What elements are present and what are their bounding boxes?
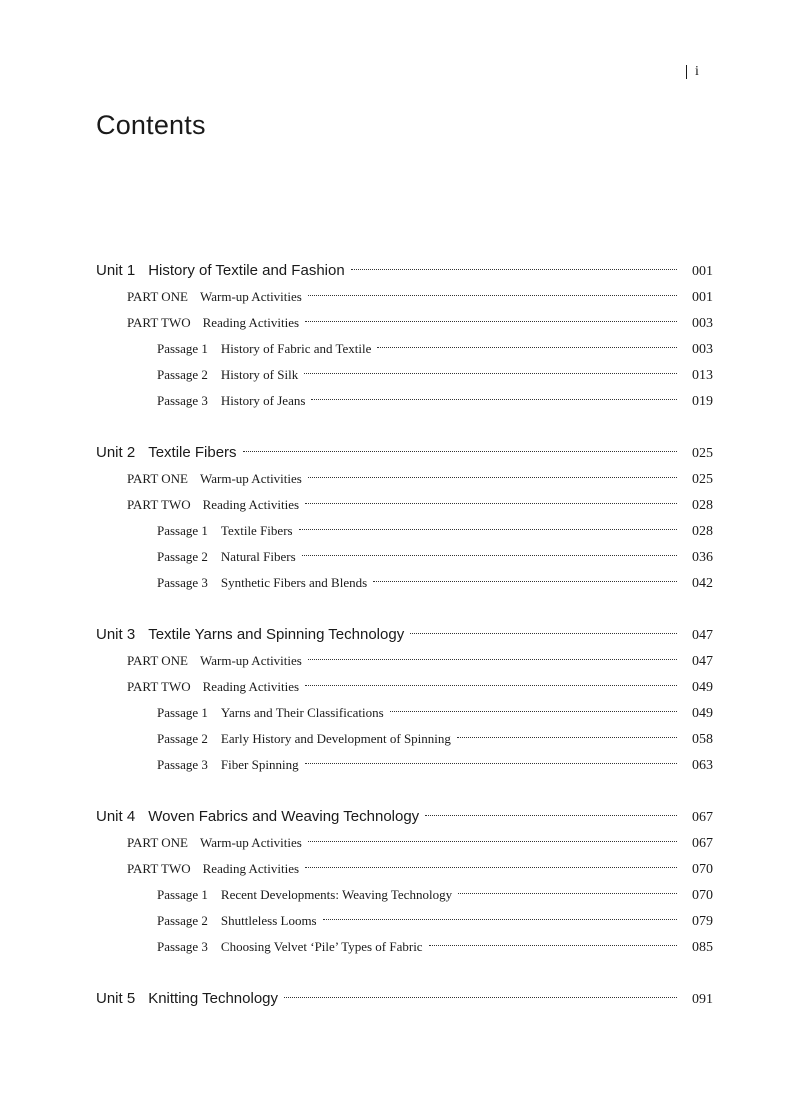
toc-passage-entry-title: Fiber Spinning (220, 757, 299, 772)
toc-passage-entry[interactable] (96, 908, 713, 934)
dot-leader (429, 945, 677, 946)
toc-part-entry-label (127, 466, 302, 492)
toc-part-entry-page-number: 067 (692, 836, 713, 851)
toc-unit-entry-label (96, 622, 404, 648)
toc-unit-entry-number: Unit 2 (96, 444, 136, 461)
toc-part-entry-number: PART ONE (127, 835, 188, 850)
unit-section (96, 986, 713, 1012)
dot-leader (458, 893, 677, 894)
toc-unit-entry[interactable] (96, 440, 713, 466)
toc-passage-entry-title: History of Fabric and Textile (220, 341, 372, 356)
toc-part-entry-number: PART ONE (127, 471, 188, 486)
toc-passage-entry-number: Passage 1 (157, 705, 208, 720)
toc-part-entry[interactable] (96, 492, 713, 518)
toc-part-entry-label (127, 674, 299, 700)
dot-leader (305, 503, 677, 504)
dot-leader (243, 451, 677, 452)
toc-passage-entry-label (157, 570, 367, 596)
dot-leader (390, 711, 677, 712)
dot-leader (308, 477, 677, 478)
toc-passage-entry[interactable] (96, 934, 713, 960)
dot-leader (304, 373, 677, 374)
toc-passage-entry[interactable] (96, 700, 713, 726)
dot-leader (302, 555, 677, 556)
unit-section (96, 804, 713, 960)
toc-passage-entry-number: Passage 2 (157, 549, 208, 564)
toc-passage-entry-number: Passage 3 (157, 757, 208, 772)
toc-passage-entry-label (157, 388, 305, 414)
toc-passage-entry-title: Synthetic Fibers and Blends (220, 575, 368, 590)
dot-leader (305, 321, 677, 322)
toc-part-entry-title: Reading Activities (202, 315, 300, 330)
unit-section (96, 622, 713, 778)
toc-part-entry[interactable] (96, 310, 713, 336)
toc-part-entry[interactable] (96, 648, 713, 674)
toc-passage-entry-title: History of Silk (220, 367, 299, 382)
page-number: i (695, 64, 699, 79)
toc-part-entry-page-number: 025 (692, 472, 713, 487)
dot-leader (299, 529, 677, 530)
toc-passage-entry[interactable] (96, 570, 713, 596)
toc-unit-entry[interactable] (96, 804, 713, 830)
toc-passage-entry-page-number: 042 (692, 576, 713, 591)
toc-part-entry-label (127, 830, 302, 856)
toc-passage-entry[interactable] (96, 726, 713, 752)
toc-unit-entry[interactable] (96, 622, 713, 648)
toc-passage-entry-title: Recent Developments: Weaving Technology (220, 887, 453, 902)
toc-unit-entry[interactable] (96, 986, 713, 1012)
toc-passage-entry-label (157, 544, 296, 570)
toc-unit-entry-number: Unit 5 (96, 990, 136, 1007)
toc-passage-entry-page-number: 028 (692, 524, 713, 539)
toc-passage-entry-page-number: 019 (692, 394, 713, 409)
toc-passage-entry-label (157, 752, 299, 778)
toc-unit-entry-number: Unit 1 (96, 262, 136, 279)
toc-passage-entry-number: Passage 2 (157, 913, 208, 928)
toc-passage-entry-number: Passage 1 (157, 887, 208, 902)
toc-unit-entry-label (96, 986, 278, 1012)
toc-part-entry-title: Reading Activities (202, 861, 300, 876)
dot-leader (323, 919, 677, 920)
toc-unit-entry-title: Textile Fibers (148, 444, 237, 461)
dot-leader (377, 347, 677, 348)
toc-part-entry[interactable] (96, 674, 713, 700)
dot-leader (351, 269, 677, 270)
toc-passage-entry-label (157, 700, 384, 726)
toc-part-entry-number: PART TWO (127, 315, 191, 330)
toc-part-entry-label (127, 284, 302, 310)
toc-part-entry-number: PART TWO (127, 497, 191, 512)
toc-passage-entry-label (157, 882, 452, 908)
dot-leader (373, 581, 677, 582)
toc-passage-entry-page-number: 085 (692, 940, 713, 955)
toc-unit-entry-title: Textile Yarns and Spinning Technology (148, 626, 405, 643)
toc-part-entry-title: Reading Activities (202, 679, 300, 694)
dot-leader (311, 399, 677, 400)
toc-passage-entry[interactable] (96, 544, 713, 570)
toc-unit-entry-title: History of Textile and Fashion (148, 262, 345, 279)
toc-part-entry[interactable] (96, 466, 713, 492)
dot-leader (305, 867, 677, 868)
page-title: Contents (96, 110, 206, 140)
toc-passage-entry-page-number: 063 (692, 758, 713, 773)
toc-part-entry-page-number: 047 (692, 654, 713, 669)
toc-part-entry-label (127, 492, 299, 518)
toc-passage-entry[interactable] (96, 518, 713, 544)
toc-unit-entry-title: Woven Fabrics and Weaving Technology (148, 808, 420, 825)
toc-part-entry-number: PART TWO (127, 861, 191, 876)
toc-part-entry-label (127, 856, 299, 882)
toc-passage-entry[interactable] (96, 388, 713, 414)
toc-part-entry-title: Reading Activities (202, 497, 300, 512)
toc-passage-entry-page-number: 079 (692, 914, 713, 929)
toc-passage-entry-label (157, 908, 317, 934)
toc-passage-entry-label (157, 336, 371, 362)
page-number-marker (686, 64, 699, 80)
toc-passage-entry-page-number: 049 (692, 706, 713, 721)
toc-unit-entry-label (96, 258, 345, 284)
toc-passage-entry[interactable] (96, 336, 713, 362)
table-of-contents (96, 258, 713, 1038)
toc-passage-entry-page-number: 003 (692, 342, 713, 357)
toc-passage-entry[interactable] (96, 882, 713, 908)
toc-passage-entry-title: Early History and Development of Spinning (220, 731, 451, 746)
toc-part-entry-number: PART ONE (127, 289, 188, 304)
toc-passage-entry-title: History of Jeans (220, 393, 306, 408)
toc-passage-entry-page-number: 013 (692, 368, 713, 383)
toc-part-entry-page-number: 001 (692, 290, 713, 305)
dot-leader (410, 633, 677, 634)
toc-part-entry-number: PART ONE (127, 653, 188, 668)
toc-passage-entry-label (157, 726, 451, 752)
toc-passage-entry[interactable] (96, 362, 713, 388)
toc-unit-entry-page-number: 091 (692, 992, 713, 1007)
toc-unit-entry-page-number: 025 (692, 446, 713, 461)
toc-unit-entry-page-number: 001 (692, 264, 713, 279)
toc-passage-entry-number: Passage 3 (157, 939, 208, 954)
toc-unit-entry-page-number: 067 (692, 810, 713, 825)
toc-passage-entry-label (157, 934, 423, 960)
page-marker-divider (686, 65, 687, 79)
toc-part-entry-title: Warm-up Activities (200, 289, 302, 304)
toc-part-entry-number: PART TWO (127, 679, 191, 694)
toc-unit-entry[interactable] (96, 258, 713, 284)
toc-passage-entry-page-number: 058 (692, 732, 713, 747)
toc-part-entry-page-number: 049 (692, 680, 713, 695)
toc-passage-entry-title: Shuttleless Looms (220, 913, 317, 928)
toc-passage-entry-title: Choosing Velvet ‘Pile’ Types of Fabric (220, 939, 423, 954)
toc-passage-entry[interactable] (96, 752, 713, 778)
toc-part-entry-label (127, 310, 299, 336)
toc-unit-entry-title: Knitting Technology (148, 990, 279, 1007)
dot-leader (308, 841, 677, 842)
toc-passage-entry-number: Passage 3 (157, 575, 208, 590)
toc-passage-entry-number: Passage 1 (157, 523, 208, 538)
toc-part-entry-page-number: 070 (692, 862, 713, 877)
toc-passage-entry-title: Textile Fibers (220, 523, 293, 538)
toc-part-entry[interactable] (96, 830, 713, 856)
toc-passage-entry-label (157, 362, 298, 388)
toc-part-entry-label (127, 648, 302, 674)
toc-passage-entry-page-number: 070 (692, 888, 713, 903)
toc-passage-entry-title: Natural Fibers (220, 549, 296, 564)
dot-leader (308, 295, 677, 296)
unit-section (96, 258, 713, 414)
toc-passage-entry-number: Passage 2 (157, 367, 208, 382)
dot-leader (305, 685, 677, 686)
toc-passage-entry-number: Passage 2 (157, 731, 208, 746)
toc-passage-entry-number: Passage 1 (157, 341, 208, 356)
toc-part-entry-title: Warm-up Activities (200, 835, 302, 850)
toc-part-entry-title: Warm-up Activities (200, 471, 302, 486)
toc-unit-entry-label (96, 804, 419, 830)
unit-section (96, 440, 713, 596)
dot-leader (284, 997, 677, 998)
toc-unit-entry-number: Unit 3 (96, 626, 136, 643)
toc-passage-entry-title: Yarns and Their Classifications (220, 705, 384, 720)
toc-part-entry[interactable] (96, 856, 713, 882)
toc-passage-entry-number: Passage 3 (157, 393, 208, 408)
dot-leader (457, 737, 677, 738)
dot-leader (305, 763, 677, 764)
toc-part-entry-page-number: 003 (692, 316, 713, 331)
toc-part-entry-page-number: 028 (692, 498, 713, 513)
toc-unit-entry-label (96, 440, 237, 466)
toc-part-entry-title: Warm-up Activities (200, 653, 302, 668)
dot-leader (425, 815, 677, 816)
toc-unit-entry-page-number: 047 (692, 628, 713, 643)
toc-unit-entry-number: Unit 4 (96, 808, 136, 825)
toc-passage-entry-label (157, 518, 293, 544)
dot-leader (308, 659, 677, 660)
toc-part-entry[interactable] (96, 284, 713, 310)
toc-passage-entry-page-number: 036 (692, 550, 713, 565)
